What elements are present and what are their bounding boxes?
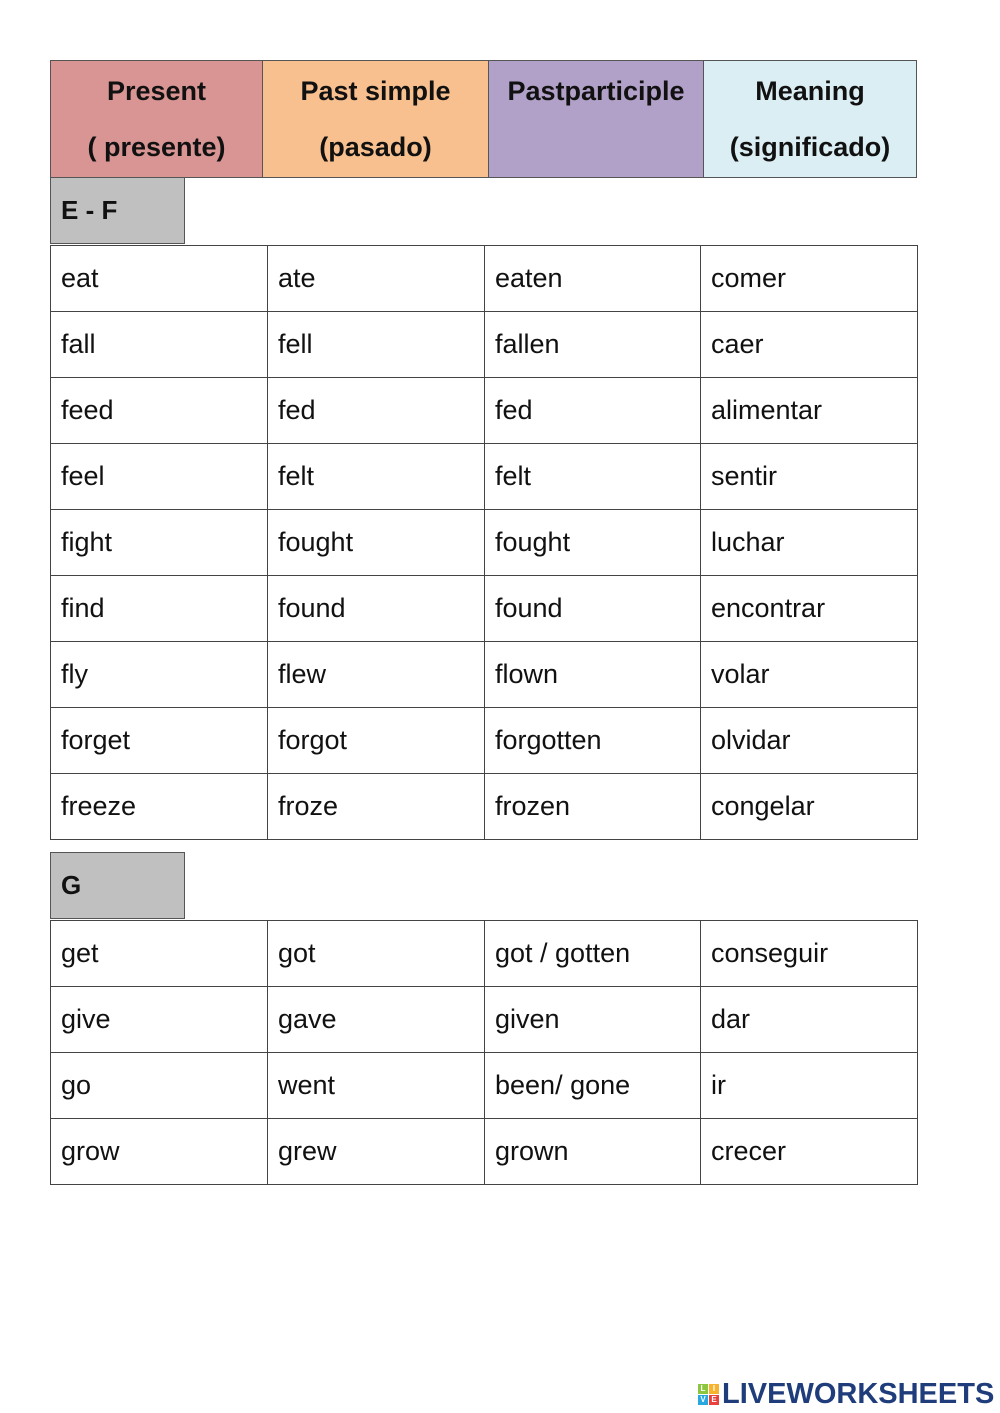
meaning-cell: ir bbox=[701, 1053, 918, 1119]
past-simple-cell: fell bbox=[268, 312, 485, 378]
verb-table-e-f bbox=[50, 245, 918, 840]
table-row bbox=[51, 642, 918, 708]
past-simple-cell: went bbox=[268, 1053, 485, 1119]
past-simple-cell: got bbox=[268, 921, 485, 987]
past-participle-cell: felt bbox=[485, 444, 701, 510]
present-cell: fight bbox=[51, 510, 268, 576]
table-row bbox=[51, 1119, 918, 1185]
past-simple-cell: ate bbox=[268, 246, 485, 312]
meaning-cell: olvidar bbox=[701, 708, 918, 774]
table-row bbox=[51, 774, 918, 840]
meaning-cell: conseguir bbox=[701, 921, 918, 987]
header-sublabel: ( presente) bbox=[87, 132, 226, 162]
meaning-cell: caer bbox=[701, 312, 918, 378]
header-sublabel: (pasado) bbox=[319, 132, 432, 162]
header-label: Meaning bbox=[755, 76, 865, 106]
past-simple-cell: forgot bbox=[268, 708, 485, 774]
table-header bbox=[50, 60, 917, 178]
present-cell: fly bbox=[51, 642, 268, 708]
past-participle-cell: given bbox=[485, 987, 701, 1053]
past-participle-cell: forgotten bbox=[485, 708, 701, 774]
meaning-cell: comer bbox=[701, 246, 918, 312]
table-row bbox=[51, 510, 918, 576]
past-participle-cell: fallen bbox=[485, 312, 701, 378]
meaning-cell: volar bbox=[701, 642, 918, 708]
present-cell: grow bbox=[51, 1119, 268, 1185]
live-icon: L I V E bbox=[698, 1384, 719, 1405]
present-cell: feel bbox=[51, 444, 268, 510]
past-participle-cell: frozen bbox=[485, 774, 701, 840]
table-row bbox=[51, 921, 918, 987]
section-label-e-f: E - F bbox=[50, 177, 185, 244]
header-present bbox=[51, 61, 263, 177]
table-row bbox=[51, 987, 918, 1053]
table-row bbox=[51, 378, 918, 444]
present-cell: find bbox=[51, 576, 268, 642]
meaning-cell: alimentar bbox=[701, 378, 918, 444]
header-label: Past simple bbox=[300, 76, 451, 106]
header-meaning bbox=[704, 61, 916, 177]
header-past-participle bbox=[489, 61, 704, 177]
liveworksheets-logo bbox=[698, 1378, 994, 1411]
past-participle-cell: grown bbox=[485, 1119, 701, 1185]
past-simple-cell: gave bbox=[268, 987, 485, 1053]
past-simple-cell: felt bbox=[268, 444, 485, 510]
meaning-cell: dar bbox=[701, 987, 918, 1053]
header-label: Present bbox=[106, 76, 207, 106]
past-participle-cell: fought bbox=[485, 510, 701, 576]
present-cell: feed bbox=[51, 378, 268, 444]
past-participle-cell: flown bbox=[485, 642, 701, 708]
present-cell: forget bbox=[51, 708, 268, 774]
meaning-cell: congelar bbox=[701, 774, 918, 840]
meaning-cell: crecer bbox=[701, 1119, 918, 1185]
past-simple-cell: froze bbox=[268, 774, 485, 840]
table-row bbox=[51, 708, 918, 774]
header-sublabel: (significado) bbox=[729, 132, 891, 162]
past-simple-cell: flew bbox=[268, 642, 485, 708]
verb-table-g bbox=[50, 920, 918, 1185]
present-cell: eat bbox=[51, 246, 268, 312]
present-cell: get bbox=[51, 921, 268, 987]
table-row bbox=[51, 246, 918, 312]
present-cell: give bbox=[51, 987, 268, 1053]
table-row bbox=[51, 1053, 918, 1119]
section-label-g: G bbox=[50, 852, 185, 919]
past-simple-cell: found bbox=[268, 576, 485, 642]
header-label: Pastparticiple bbox=[507, 76, 685, 106]
meaning-cell: encontrar bbox=[701, 576, 918, 642]
present-cell: go bbox=[51, 1053, 268, 1119]
table-row bbox=[51, 312, 918, 378]
logo-text: LIVEWORKSHEETS bbox=[722, 1378, 995, 1410]
present-cell: freeze bbox=[51, 774, 268, 840]
past-simple-cell: fed bbox=[268, 378, 485, 444]
table-row bbox=[51, 576, 918, 642]
past-participle-cell: been/ gone bbox=[485, 1053, 701, 1119]
present-cell: fall bbox=[51, 312, 268, 378]
past-simple-cell: fought bbox=[268, 510, 485, 576]
past-participle-cell: got / gotten bbox=[485, 921, 701, 987]
table-row bbox=[51, 444, 918, 510]
past-participle-cell: fed bbox=[485, 378, 701, 444]
past-participle-cell: found bbox=[485, 576, 701, 642]
past-simple-cell: grew bbox=[268, 1119, 485, 1185]
past-participle-cell: eaten bbox=[485, 246, 701, 312]
meaning-cell: sentir bbox=[701, 444, 918, 510]
header-past-simple bbox=[263, 61, 489, 177]
meaning-cell: luchar bbox=[701, 510, 918, 576]
